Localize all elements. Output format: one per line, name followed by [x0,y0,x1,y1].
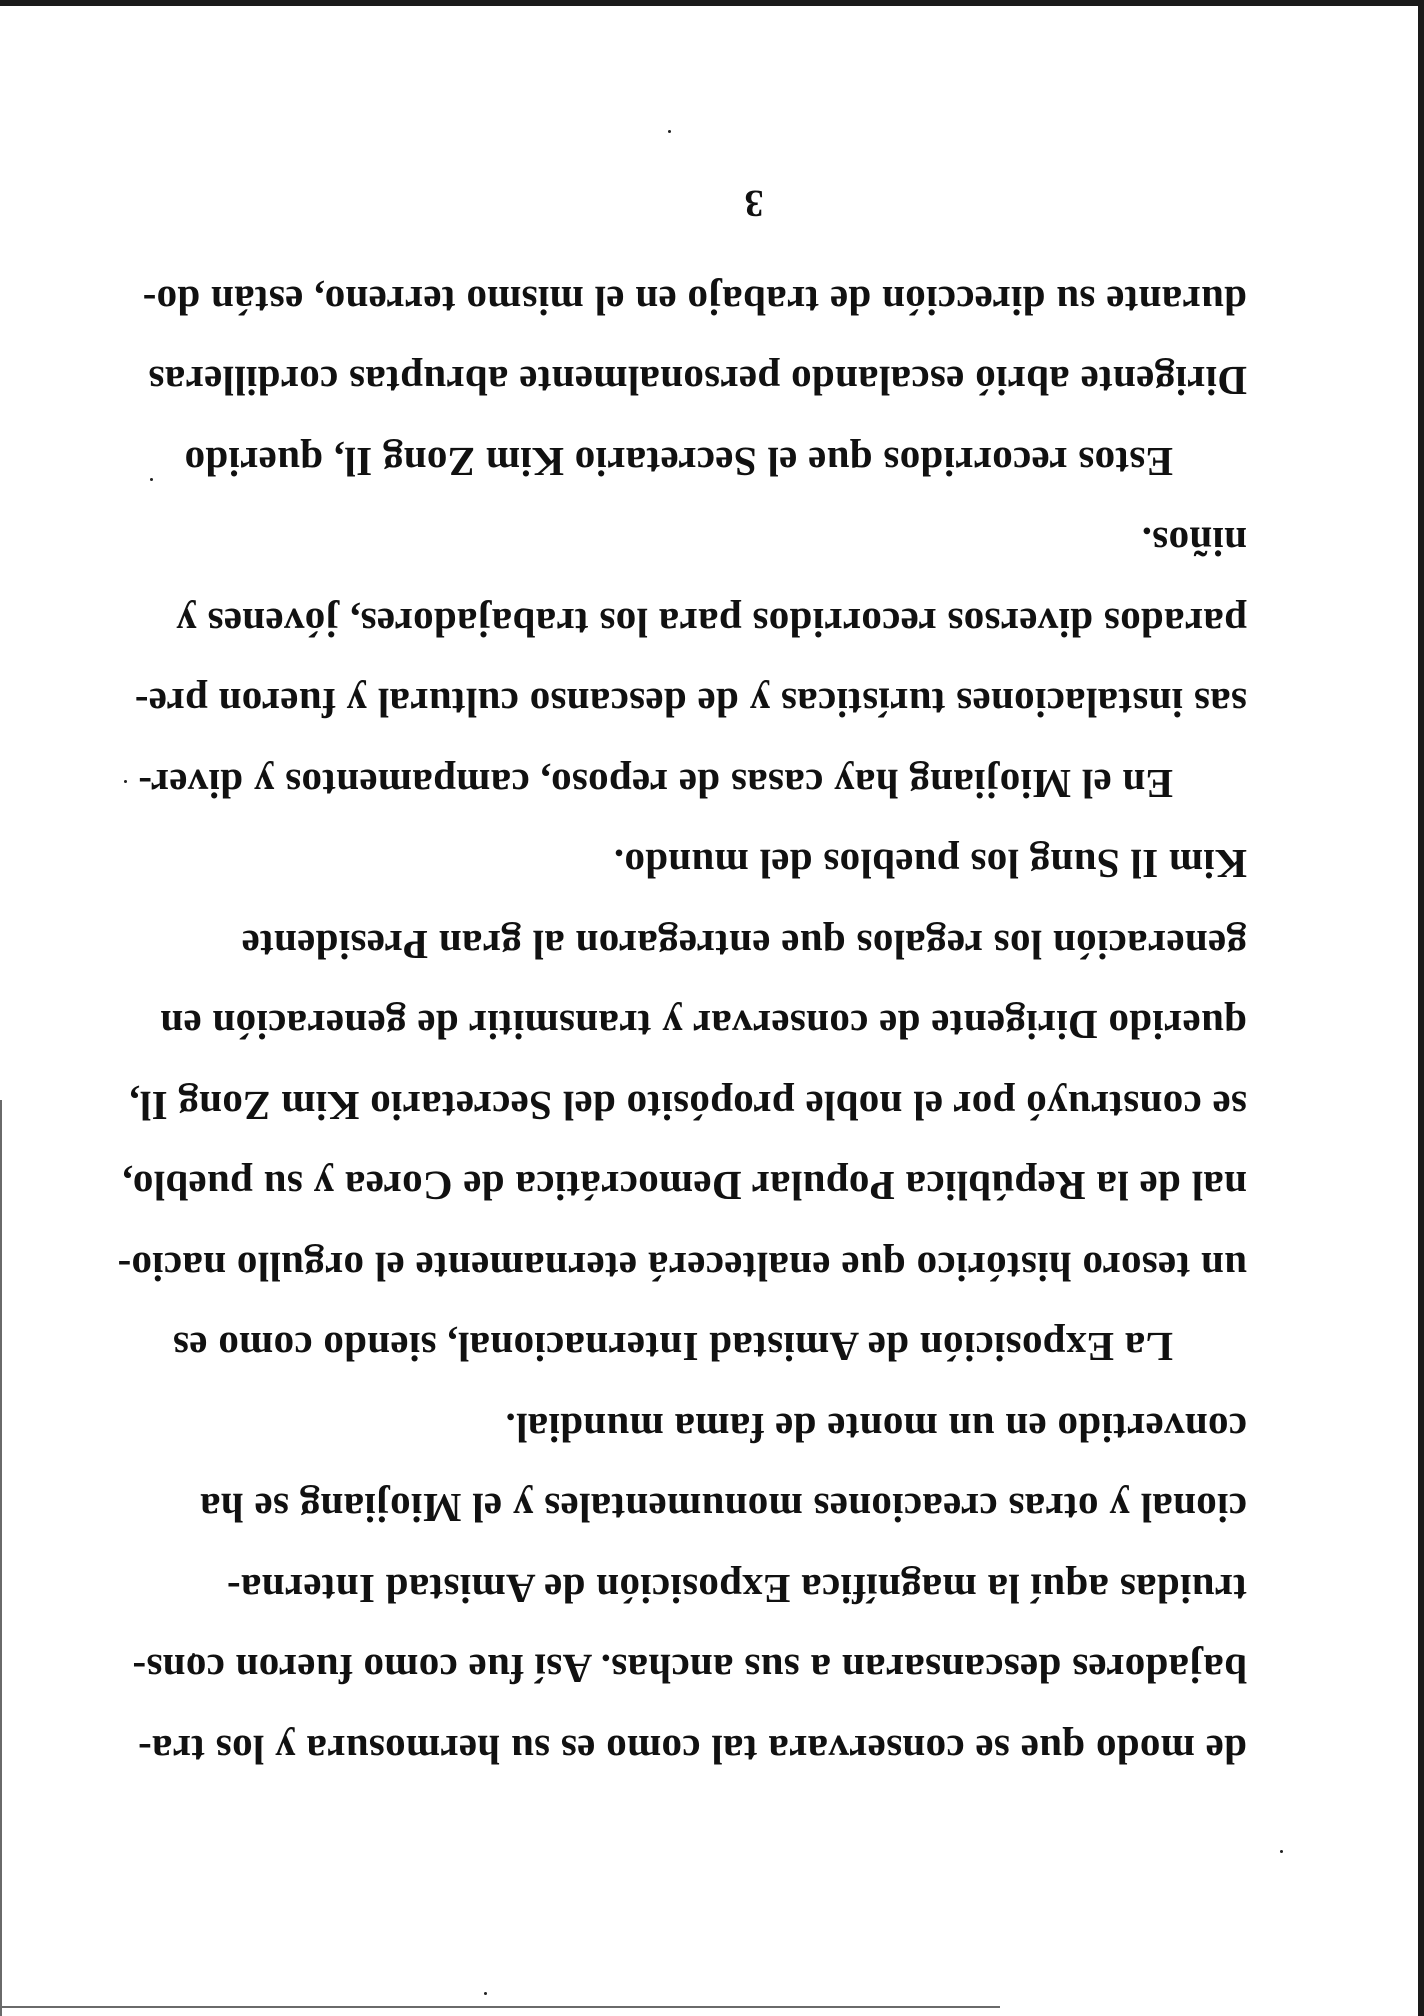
text-line: querido Dirigente de conservar y transmitir de generación en [160,1002,1247,1049]
text-line: La Exposición de Amistad Internacional, siendo como es [172,1324,1173,1371]
text-line: nal de la República Popular Democrática de Corea y su pueblo, [122,1163,1247,1210]
text-line: cional y otras creaciones monumentales y el Miojiang se ha [199,1485,1247,1532]
text-line: Dirigente abrió escalando personalmente abruptas cordilleras [148,358,1247,405]
text-line: de modo que se conservara tal como es su hermosura y los tra- [137,1727,1247,1773]
page-number: 3 [744,182,764,224]
text-line: convertido en un monte de fama mundial. [505,1405,1247,1451]
text-line: niños. [1141,519,1247,566]
text-line: parados diversos recorridos para los trabajadores, jóvenes y [175,600,1247,646]
text-line: generación los regalos que entregaron al gran Presidente [241,922,1247,968]
text-line: truidas aquí la magnífica Exposición de Amistad Interna- [226,1566,1247,1612]
text-line: Estos recorridos que el Secretario Kim Zong Il, querido [184,439,1173,485]
text-line: En el Miojiang hay casas de reposo, campamentos y diver- [138,761,1173,807]
body-text [117,261,1247,1791]
text-line: bajadores descansaran a sus anchas. Así fue como fueron cons- [132,1646,1247,1693]
text-line: Kim Il Sung los pueblos del mundo. [613,841,1247,888]
text-line: un tesoro histórico que enaltecerá eternamente el orgullo nacio- [117,1244,1247,1290]
text-line: sas instalaciones turísticas y de descanso cultural y fueron pre- [134,680,1247,727]
text-line: se construyó por el noble propósito del Secretario Kim Zong Il, [129,1083,1247,1129]
text-line: durante su dirección de trabajo en el mismo terreno, están do- [142,278,1247,324]
